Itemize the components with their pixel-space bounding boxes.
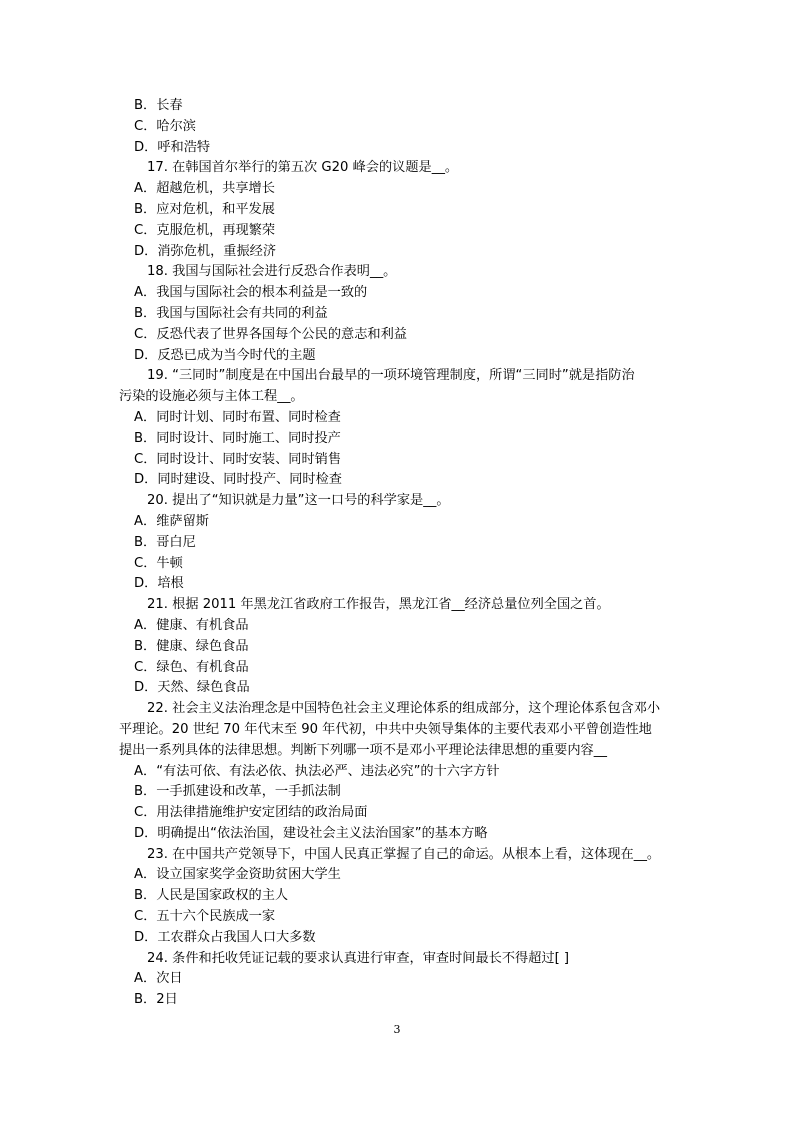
- option-line: D．同时建设、同时投产、同时检查: [134, 472, 342, 488]
- option-line: A．超越危机，共享增长: [134, 181, 275, 197]
- option-line: C．哈尔滨: [134, 118, 196, 134]
- question-line: 22. 社会主义法治理念是中国特色社会主义理论体系的组成部分，这个理论体系包含邓小: [147, 701, 661, 717]
- option-line: C．五十六个民族成一家: [134, 909, 276, 925]
- option-line: C．用法律措施维护安定团结的政治局面: [134, 805, 368, 821]
- option-line: A．同时计划、同时布置、同时检查: [134, 409, 341, 425]
- option-line: D．天然、绿色食品: [134, 680, 250, 696]
- option-line: D．培根: [134, 576, 184, 592]
- option-line: C．牛顿: [134, 555, 183, 571]
- question-line: 20. 提出了“知识就是力量”这一口号的科学家是__。: [147, 493, 450, 509]
- option-line: D．明确提出“依法治国，建设社会主义法治国家”的基本方略: [134, 825, 488, 841]
- question-continuation-line: 平理论。20 世纪 70 年代末至 90 年代初，中共中央领导集体的主要代表邓小平曾创造性地: [119, 721, 652, 737]
- option-line: A．健康、有机食品: [134, 617, 249, 633]
- option-line: B．健康、绿色食品: [134, 638, 249, 654]
- option-line: A．设立国家奖学金资助贫困大学生: [134, 867, 341, 883]
- question-line: 21. 根据 2011 年黑龙江省政府工作报告，黑龙江省__经济总量位列全国之首。: [147, 597, 610, 613]
- option-line: A．我国与国际社会的根本利益是一致的: [134, 285, 368, 301]
- question-continuation-line: 污染的设施必须与主体工程__。: [119, 389, 304, 405]
- option-line: B．哥白尼: [134, 534, 196, 550]
- page-number: 3: [393, 1023, 401, 1036]
- option-line: D．呼和浩特: [134, 139, 211, 155]
- option-line: B．我国与国际社会有共同的利益: [134, 305, 328, 321]
- option-line: C．绿色、有机食品: [134, 659, 249, 675]
- question-line: 24. 条件和托收凭证记载的要求认真进行审查，审查时间最长不得超过[ ]: [147, 950, 570, 966]
- option-line: A．次日: [134, 971, 183, 987]
- question-continuation-line: 提出一系列具体的法律思想。判断下列哪一项不是邓小平理论法律思想的重要内容__: [119, 742, 607, 758]
- option-line: D．消弥危机，重振经济: [134, 243, 277, 259]
- question-line: 18. 我国与国际社会进行反恐合作表明__。: [147, 264, 397, 280]
- option-line: A．“有法可依、有法必依、执法必严、违法必究”的十六字方针: [134, 763, 500, 779]
- option-line: B．一手抓建设和改革，一手抓法制: [134, 784, 341, 800]
- option-line: B．应对危机，和平发展: [134, 201, 275, 217]
- document-body: [0, 96, 794, 1011]
- question-line: 19. “三同时”制度是在中国出台最早的一项环境管理制度，所谓“三同时”就是指防治: [147, 368, 635, 384]
- question-line: 17. 在韩国首尔举行的第五次 G20 峰会的议题是__。: [147, 160, 459, 176]
- option-line: A．维萨留斯: [134, 513, 209, 529]
- option-line: D．工农群众占我国人口大多数: [134, 929, 316, 945]
- option-line: C．克服危机，再现繁荣: [134, 222, 276, 238]
- option-line: C．反恐代表了世界各国每个公民的意志和利益: [134, 326, 407, 342]
- option-line: B．人民是国家政权的主人: [134, 888, 289, 904]
- option-line: B．长春: [134, 98, 183, 113]
- option-line: C．同时设计、同时安装、同时销售: [134, 451, 342, 467]
- question-line: 23. 在中国共产党领导下，中国人民真正掌握了自己的命运。从根本上看，这体现在__。: [147, 846, 661, 862]
- option-line: D．反恐已成为当今时代的主题: [134, 347, 316, 363]
- option-line: B．2日: [134, 992, 178, 1008]
- option-line: B．同时设计、同时施工、同时投产: [134, 430, 341, 446]
